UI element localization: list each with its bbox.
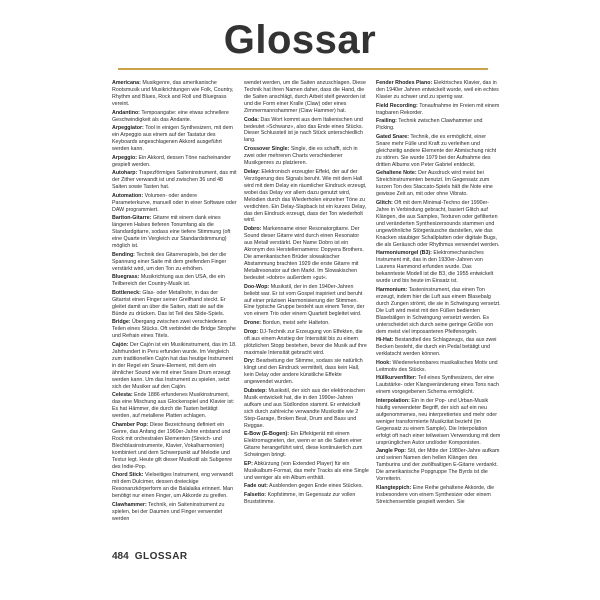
- glossary-entry: [244, 284, 369, 319]
- glossary-entry: [112, 274, 237, 288]
- glossary-term: Drop:: [244, 328, 259, 335]
- glossary-term: Doo-Wop:: [244, 283, 270, 290]
- glossary-entry: [376, 360, 501, 374]
- glossary-definition: Übergang zwischen zwei verschiedenen Teilen eines Stücks. Oft verbindet die Bridge Strophe und Refrain eines Titels.: [112, 319, 236, 340]
- glossary-definition: Abkürzung (von Extended Player) für ein Musikalbum-Format, das mehr Tracks als eine Single und weniger als ein Album enthält.: [244, 460, 369, 481]
- glossary-term: Bariton-Gitarre:: [112, 215, 152, 222]
- glossary-definition: Bordun, meist sehr Halteton.: [262, 320, 330, 327]
- glossary-entry: [244, 80, 369, 115]
- glossary-definition: Oft mit dem Minimal-Techno der 1990er-Jahre in Verbindung gebracht, basiert Glitch auf Klängen, die aus Samples, Texturen oder gefilterten und veränderten Synthesizersounds stammen und ungewöhnliche Störgeräusche darstellen, wie das Knacken staubiger Schallplatten oder digitale Bugs, die als Geräusch oder Rhythmus verwendet werden.: [376, 199, 500, 248]
- glossary-entry: [112, 392, 237, 420]
- glossary-entry: [244, 388, 369, 430]
- glossary-definition: Technik zwischen Clawhammer und Picking.: [376, 118, 483, 132]
- glossary-definition: Single, die es schafft, sich in zwei oder mehreren Charts verschiedener Musikgenres zu platzieren.: [244, 146, 358, 167]
- glossary-entry: [244, 461, 369, 482]
- glossary-definition: Musikstil, der sich aus der elektronischen Musik entwickelt hat, die in den 1990er-Jahren aufkam und aus Südlondon stammt. Er entwickelt sich durch zahlreiche verwandte Musikstile wie 2 Step-Garage, Broken Beat, Drum and Bass und Reggae.: [244, 387, 365, 429]
- glossary-definition: Diese Bezeichnung definiert ein Genre, das Anfang der 1960er-Jahre entstand und Rock mit orchestralen Elementen (Streich- und Blechblasinstrumente, Klavier, Vokalharmonien) kombiniert und dem Schwerpunkt auf Melodie und Textur legt. Heute gilt dieser Musikstil als Subgenre des Indie-Pop.: [112, 422, 233, 470]
- glossary-term: Field Recording:: [376, 102, 418, 109]
- glossary-entry: [112, 290, 237, 318]
- glossary-term: Harmoniumorgel (B3):: [376, 250, 432, 257]
- glossary-term: Hook:: [376, 359, 392, 366]
- glossary-term: Jangle Pop:: [376, 448, 407, 455]
- glossary-term: Crossover Single:: [244, 146, 290, 153]
- glossary-term: Clawhammer:: [112, 502, 147, 509]
- glossary-term: Chord Stick:: [112, 472, 144, 479]
- glossary-definition: Das Wort kommt aus dem Italienischen und bedeutet »Schwanz«, also das Ende eines Stücks. Dieser Schlussteil ist je nach Stück unterschiedlich lang.: [244, 116, 363, 144]
- glossary-entry: [376, 337, 501, 358]
- glossary-term: Autoharp:: [112, 170, 138, 177]
- glossary-column-1: [112, 80, 237, 550]
- glossary-definition: Gitarre mit einem dank eines längeren Halses tieferen Tonumfang als die Standardgitarre, sodass eine tiefere Stimmung (oft eine Quarte im Vergleich zur Standardstimmung) möglich ist.: [112, 215, 231, 250]
- glossary-entry: [376, 80, 501, 101]
- glossary-entry: [376, 118, 501, 132]
- glossary-term: Dobro:: [244, 226, 262, 233]
- glossary-definition: Musikgenre, das amerikanische Rootsmusik und Musikrichtungen wie Folk, Country, Rhythm and Blues, Rock and Roll und Bluegrass vereint.: [112, 80, 234, 107]
- glossary-term: Gehaltene Note:: [376, 170, 417, 177]
- glossary-entry: [112, 252, 237, 273]
- glossary-term: Americana:: [112, 80, 141, 86]
- glossary-entry: [244, 320, 369, 327]
- glossary-entry: [376, 103, 501, 117]
- title-underline: [118, 68, 488, 70]
- glossary-definition: Musikstil, der in den 1940er-Jahren beliebt war. Er ist vom Gospel inspiriert und beruht auf einer präzisen Harmonisierung der Stimmen. Eine typische Gruppe besteht aus einem Tenor, der von einem Trio oder einem Quartett begleitet wird.: [244, 283, 365, 318]
- glossary-entry: [112, 502, 237, 523]
- glossary-definition: Stil, der Mitte der 1980er-Jahre aufkam und seinen Namen den hellen Klängen des Tamburins und der zwölfsaitigen E-Gitarre verdankt. Die amerikanische Popgruppe The Byrds ist die Vorreiterin.: [376, 448, 500, 483]
- page-number: 484: [112, 550, 129, 562]
- glossary-entry: [112, 215, 237, 250]
- glossary-definition: Elektromechanisches Instrument mit, das in den 1930er-Jahren von Laurens Hammond erfunden wurde. Das bekannteste Modell ist die B3, die 1955 entwickelt wurde und bis heute im Einsatz ist.: [376, 250, 494, 285]
- glossary-column-2: [244, 80, 369, 550]
- glossary-term: Bending:: [112, 251, 135, 258]
- glossary-entry: [376, 200, 501, 249]
- glossary-term: Celesta:: [112, 392, 133, 399]
- glossary-definition: Teil eines Synthesizers, der eine Lautstärke- oder Klangveränderung eines Tons nach einem vorgegebenen Schema ermöglicht.: [376, 375, 499, 396]
- glossary-term: Automation:: [112, 192, 144, 199]
- glossary-definition: Eine Reihe gehaltene Akkorde, die insbesondere von einem Synthesizer oder einem Streichensemble gespielt werden. Sie: [376, 484, 495, 505]
- glossary-definition: Technik, die es ermöglicht, einer Snare mehr Fülle und Kraft zu verleihen und gleichzeitig andere Elemente der Abmischung nicht zu stören. Sie wurde 1979 bei der Aufnahme des dritten Albums von Peter Gabriel entdeckt.: [376, 133, 497, 168]
- glossary-entry: [244, 431, 369, 459]
- glossary-definition: Ein in der Pop- und Urban-Musik häufig verwendeter Begriff, der sich auf ein neu aufgenommenes, neu interpretiertes und mehr oder weniger transformierte Musikzitat bezieht (im Gegensatz zu einem Sample). Die Interpolation erfolgt oft nach einer teilweisen Verwendung mit dem ursprünglichen Autor und/oder Komponisten.: [376, 397, 501, 446]
- glossary-entry: [376, 485, 501, 506]
- page-footer: [112, 550, 502, 562]
- glossary-entry: [112, 319, 237, 340]
- glossary-definition: Volumen- oder andere Parameterkurve, manuell oder in einer Software oder DAW programmiert.: [112, 192, 237, 213]
- glossary-columns: [112, 80, 502, 550]
- glossary-term: Dubstep:: [244, 387, 267, 394]
- glossary-definition: Tonaufnahme im Freien mit einem tragbaren Rekorder.: [376, 102, 500, 116]
- glossary-term: Coda:: [244, 116, 260, 123]
- glossary-entry: [244, 146, 369, 167]
- glossary-definition: Wiedererkennbares musikalisches Motiv und Leitmotiv des Stücks.: [376, 359, 498, 373]
- glossary-term: Delay:: [244, 168, 260, 175]
- glossary-entry: [376, 398, 501, 447]
- glossary-term: Hüllkurvenfilter:: [376, 375, 417, 382]
- glossary-term: Bluegrass:: [112, 274, 140, 281]
- glossary-column-3: [376, 80, 501, 550]
- glossary-definition: Bestandteil des Schlagzeugs, das aus zwei Becken besteht, die durch ein Pedal betätigt und verklatscht werden können.: [376, 337, 497, 358]
- glossary-entry: [376, 250, 501, 285]
- glossary-term: Bottleneck:: [112, 289, 141, 296]
- glossary-term: Interpolation:: [376, 397, 410, 404]
- glossary-definition: Elektrisches Klavier, das in den 1940er Jahren entwickelt wurde, weil ein echtes Klavier zu schwer und zu sperrig war.: [376, 80, 499, 100]
- glossary-definition: Tool in einigen Synthesizern, mit dem ein Arpeggio aus einem auf der Tastatur des Keyboards angeschlagenen Akkord ausgeführt werden kann.: [112, 125, 233, 153]
- glossary-definition: Elektronisch erzeugter Effekt, der auf der Verzögerung des Signals beruht. Wie mit dem Hall wird mit dem Delay ein räumlicher Eindruck erzeugt, wobei das Delay vor allem dazu genutzt wird, Melodien durch das Wiederholen einzelner Töne zu verdichten. Ein Delay-Slapback ist ein kurzes Delay, das den Eindruck erzeugt, dass der Ton wiederholt wird.: [244, 168, 367, 224]
- glossary-term: Fender Rhodes Piano:: [376, 80, 433, 86]
- glossary-entry: [376, 375, 501, 396]
- glossary-entry: [112, 342, 237, 391]
- glossary-definition: Ausblenden gegen Ende eines Stückes.: [269, 483, 363, 490]
- glossary-entry: [112, 155, 237, 169]
- glossary-entry: [244, 329, 369, 357]
- glossary-term: Cajón:: [112, 341, 129, 348]
- glossary-entry: [376, 170, 501, 198]
- glossary-entry: [244, 117, 369, 145]
- glossary-definition: Ein Effektgerät mit einem Elektromagneten, der, wenn er an die Saiten einer Gitarre herangeführt wird, diese kontinuierlich zum Schwingen bringt.: [244, 431, 363, 459]
- glossary-entry: [244, 483, 369, 490]
- glossary-definition: Vielseitiges Instrument, eng verwandt mit dem Dulcimer, dessen dreieckige Resonanzkörperform an die Balalaika erinnert. Man benötigt nur einen Finger, um Akkorde zu greifen.: [112, 472, 234, 500]
- glossary-definition: Ende 1886 erfundenes Musikinstrument, das eine Mischung aus Glockenspiel und Klavier ist: Es hat Hämmer, die durch die Tasten betätigt werden, auf metallene Platten schlagen.: [112, 392, 235, 420]
- glossary-entry: [112, 422, 237, 471]
- glossary-term: Glitch:: [376, 199, 393, 206]
- glossary-term: Frailing:: [376, 118, 397, 125]
- glossary-definition: Der Cajón ist ein Musikinstrument, das im 18. Jahrhundert in Peru erfunden wurde. Im Vergleich zum traditionellen Cajón hat das heutige Instrument in der Regel ein Snare-Element, mit dem ein ähnlicher Sound wie mit einer Snare Drum erzeugt werden kann. Um das Instrument zu spielen, setzt sich der Musiker auf den Cajón.: [112, 341, 237, 390]
- footer-section-title: GLOSSAR: [134, 550, 188, 562]
- glossary-entry: [112, 110, 237, 124]
- glossary-definition: Glas- oder Metallrohr, in das der Gitarrist einen Finger seiner Greifhand steckt. Er gleitet damit an über die Saiten, statt sie auf die Bünde zu drücken. Das ist Teil des Slide-Spiels.: [112, 289, 226, 317]
- glossary-definition: Kopfstimme, im Gegensatz zur vollen Bruststimme.: [244, 491, 356, 505]
- glossary-entry: [244, 226, 369, 282]
- glossary-definition: Trapezförmiges Saiteninstrument, das mit der Zither verwandt ist und zwischen 36 und 48 Saiten sowie Tasten hat.: [112, 170, 237, 191]
- glossary-entry: [376, 448, 501, 483]
- glossary-term: E-Bow (E-Bogen):: [244, 431, 290, 438]
- glossary-entry: [244, 169, 369, 225]
- glossary-term: Dry:: [244, 358, 255, 365]
- glossary-definition: Der Ausdruck wird meist bei Streichinstrumenten benutzt. Im Gegensatz zum kurzen Ton des Staccato-Spiels hält die Note eine gewisse Zeit an, mit oder ohne Vibrato.: [376, 170, 493, 198]
- glossary-term: Bridge:: [112, 319, 131, 326]
- glossary-entry: [112, 170, 237, 191]
- glossary-term: Gated Snare:: [376, 133, 409, 140]
- glossary-entry: [112, 472, 237, 500]
- glossary-term: Arpeggiator:: [112, 125, 144, 132]
- glossary-definition: Tasteninstrument, das einen Ton erzeugt, indem hier die Luft aus einem Blasebalg durch Zungen strömt, die sie in Schwingung versetzt. Die Luft wird meist mit den Füßen bedienten Blasebälgen in Schwingung versetzt werden. Es unterscheidet sich durch seine geringe Größe von dem meist viel imposanteren Pfeifenorgeln.: [376, 286, 501, 335]
- glossary-entry: [376, 134, 501, 169]
- glossary-definition: Bearbeitung der Stimme, sodass sie natürlich klingt und den Eindruck vermittelt, dass kein Hall, kein Delay oder andere künstliche Effekte angewendet wurden.: [244, 358, 363, 386]
- glossary-term: Hi-Hat:: [376, 337, 394, 344]
- glossary-entry: [244, 358, 369, 386]
- glossary-definition: Tempoangabe: eine etwas schnellere Geschwindigkeit als das Andante.: [112, 109, 229, 123]
- glossary-definition: DJ-Technik zur Erzeugung von Effekten, die oft aus einem Anstieg der Intensität bis zu einem plötzlichen Stopp bestehen, bevor die Musik auf ihre maximale Intensität gebracht wird.: [244, 328, 367, 356]
- glossary-term: Falsetto:: [244, 491, 267, 498]
- glossary-term: Klangteppich:: [376, 484, 412, 491]
- glossary-entry: [244, 492, 369, 506]
- glossary-term: Drone:: [244, 320, 262, 327]
- glossary-definition: Markenname einer Resonatorgitarre. Der Sound dieser Gitarre wird durch einen Resonator aus Metall verstärkt. Der Name Dobro ist ein Akronym des Herstellernamens: Dopyera Brothers. Die amerikanischen Brüder slowakischer Abstammung brachten 1929 die erste Gitarre mit Metallresonator auf den Markt. Im Slowakischen bedeutet »dobro« außerdem »gut«.: [244, 226, 364, 281]
- glossary-definition: Musikrichtung aus den USA, die ein Teilbereich der Country-Musik ist.: [112, 274, 225, 288]
- glossary-term: EP:: [244, 460, 253, 467]
- glossary-term: Arpeggio:: [112, 154, 138, 161]
- glossary-term: Fade out:: [244, 483, 268, 490]
- glossary-definition: Ein Akkord, dessen Töne nacheinander gespielt werden.: [112, 154, 231, 168]
- page-title: Glossar: [223, 18, 377, 62]
- glossary-entry: [376, 287, 501, 336]
- glossary-term: Chamber Pop:: [112, 422, 149, 428]
- glossary-definition: wendet werden, um die Saiten anzuschlagen. Diese Technik hat ihren Namen daher, dass die Hand, die die Saiten anschlägt, durch Arbeit steif geworden ist und die Form einer Kralle (Claw) oder eines Zimmermannshammer (Claw Hammer) hat.: [244, 80, 366, 114]
- glossary-entry: [112, 193, 237, 214]
- glossary-term: Andantino:: [112, 109, 140, 116]
- glossary-entry: [112, 125, 237, 153]
- glossary-definition: Technik des Gitarrenspiels, bei der die Spannung einer Saite mit dem greifenden Finger verstärkt wird, um den Ton zu erhöhen.: [112, 251, 227, 272]
- glossary-term: Harmonium:: [376, 286, 408, 293]
- glossary-entry: [112, 80, 237, 108]
- glossary-definition: Technik, ein Saiteninstrument zu spielen, bei der Daumen und Finger verwendet werden: [112, 502, 225, 522]
